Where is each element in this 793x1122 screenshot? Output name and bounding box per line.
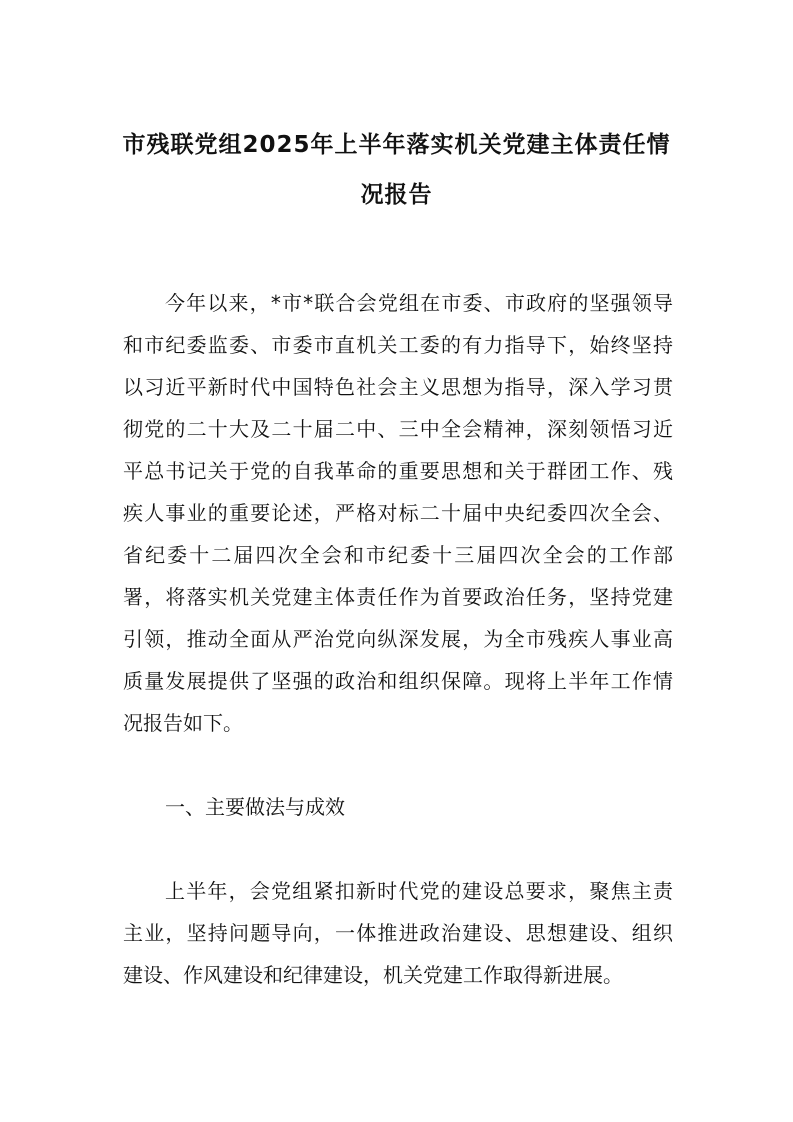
- paragraph-2-line-2: 主业，坚持问题导向，一体推进政治建设、思想建设、组织: [123, 921, 673, 945]
- paragraph-1-line-5: 平总书记关于党的自我革命的重要思想和关于群团工作、残: [123, 459, 673, 483]
- paragraph-1-line-7: 省纪委十二届四次全会和市纪委十三届四次全会的工作部: [123, 543, 673, 567]
- paragraph-1-line-3: 以习近平新时代中国特色社会主义思想为指导，深入学习贯: [123, 375, 673, 399]
- paragraph-1-line-10: 质量发展提供了坚强的政治和组织保障。现将上半年工作情: [123, 669, 673, 693]
- paragraph-1-line-4: 彻党的二十大及二十届二中、三中全会精神，深刻领悟习近: [123, 417, 673, 441]
- paragraph-1-line-11: 况报告如下。: [123, 711, 243, 735]
- section-1-heading: 一、主要做法与成效: [165, 795, 345, 819]
- document-title-line-2: 况报告: [360, 182, 433, 208]
- paragraph-2-line-1: 上半年，会党组紧扣新时代党的建设总要求，聚焦主责: [165, 879, 673, 903]
- paragraph-1-line-1: 今年以来，*市*联合会党组在市委、市政府的坚强领导: [165, 291, 673, 315]
- paragraph-1-line-6: 疾人事业的重要论述，严格对标二十届中央纪委四次全会、: [123, 501, 673, 525]
- paragraph-1-line-2: 和市纪委监委、市委市直机关工委的有力指导下，始终坚持: [123, 333, 673, 357]
- document-title-line-1: 市残联党组2025年上半年落实机关党建主体责任情: [122, 132, 671, 158]
- paragraph-2-line-3: 建设、作风建设和纪律建设，机关党建工作取得新进展。: [123, 963, 623, 987]
- paragraph-1-line-9: 引领，推动全面从严治党向纵深发展，为全市残疾人事业高: [123, 627, 673, 651]
- paragraph-1-line-8: 署，将落实机关党建主体责任作为首要政治任务，坚持党建: [123, 585, 673, 609]
